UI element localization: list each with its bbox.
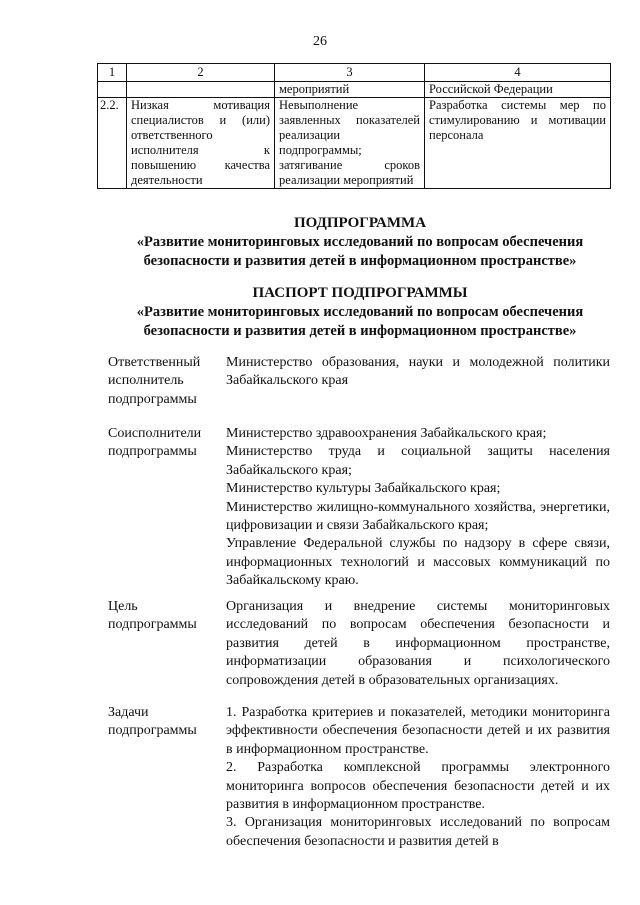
table-header-row bbox=[98, 64, 611, 82]
passport-title-line1: «Развитие мониторинговых исследований по вопросам обеспечения bbox=[136, 304, 584, 320]
goal-label: Цель подпрограммы bbox=[108, 599, 197, 633]
passport-title-line2: безопасности и развития детей в информационном пространстве» bbox=[143, 323, 577, 339]
continuation-col4: Российской Федерации bbox=[425, 82, 611, 98]
row-number: 2.2. bbox=[98, 98, 127, 189]
coexecutor-item: Министерство труда и социальной защиты населения Забайкальского края; bbox=[226, 444, 610, 478]
page-number: 26 bbox=[313, 34, 327, 49]
tasks-label: Задачи подпрограммы bbox=[108, 705, 197, 739]
col-number-2: 2 bbox=[127, 64, 275, 82]
subprogram-title-line1: «Развитие мониторинговых исследований по вопросам обеспечения bbox=[136, 234, 584, 250]
task-item: 1. Разработка критериев и показателей, методики мониторинга эффективности обеспечения безопасности детей и их развития в информационном пространстве. bbox=[226, 705, 610, 757]
table-row bbox=[98, 82, 611, 98]
table-row bbox=[98, 98, 611, 189]
goal-value: Организация и внедрение системы мониторинговых исследований по вопросам обеспечения безопасности и развития детей в информационном пространстве, информатизации образования и психологического сопровождения детей в образовательных организациях. bbox=[226, 599, 610, 688]
passport-heading bbox=[80, 284, 640, 341]
risk-table bbox=[97, 63, 611, 189]
col-number-3: 3 bbox=[275, 64, 425, 82]
goal-row bbox=[108, 598, 610, 690]
responsible-row bbox=[108, 354, 610, 409]
responsible-label: Ответственный исполнитель подпрограммы bbox=[108, 355, 201, 407]
col-number-1: 1 bbox=[98, 64, 127, 82]
coexecutor-item: Министерство культуры Забайкальского края; bbox=[226, 481, 501, 497]
subprogram-label: ПОДПРОГРАММА bbox=[293, 215, 427, 231]
continuation-col3: мероприятий bbox=[275, 82, 425, 98]
risk-cell: Низкая мотивация специалистов и (или) ответственного исполнителя к повышению качества деятельности bbox=[127, 98, 275, 189]
subprogram-title-line2: безопасности и развития детей в информационном пространстве» bbox=[143, 253, 577, 269]
passport-label: ПАСПОРТ ПОДПРОГРАММЫ bbox=[252, 285, 468, 301]
coexecutor-item: Министерство здравоохранения Забайкальского края; bbox=[226, 426, 547, 441]
coexecutors-row bbox=[108, 425, 610, 591]
task-item: 3. Организация мониторинговых исследований по вопросам обеспечения безопасности и развития детей в bbox=[226, 815, 610, 849]
coexecutors-label: Соисполнители подпрограммы bbox=[108, 426, 202, 460]
coexecutor-item: Министерство жилищно-коммунального хозяйства, энергетики, цифровизации и связи Забайкальского края; bbox=[226, 499, 610, 534]
col-number-4: 4 bbox=[425, 64, 611, 82]
tasks-row bbox=[108, 704, 610, 851]
task-item: 2. Разработка комплексной программы электронного мониторинга вопросов обеспечения безопасности детей и их развития в информационном пространстве. bbox=[226, 760, 610, 813]
consequences-cell: Невыполнение заявленных показателей реализации подпрограммы; затягивание сроков реализации мероприятий bbox=[275, 98, 425, 189]
subprogram-heading bbox=[80, 214, 640, 271]
coexecutor-item: Управление Федеральной службы по надзору в сфере связи, информационных технологий и массовых коммуникаций по Забайкальскому краю. bbox=[226, 536, 610, 589]
responsible-value: Министерство образования, науки и молодежной политики Забайкальского края bbox=[226, 355, 610, 389]
measures-cell: Разработка системы мер по стимулированию и мотивации персонала bbox=[425, 98, 611, 189]
